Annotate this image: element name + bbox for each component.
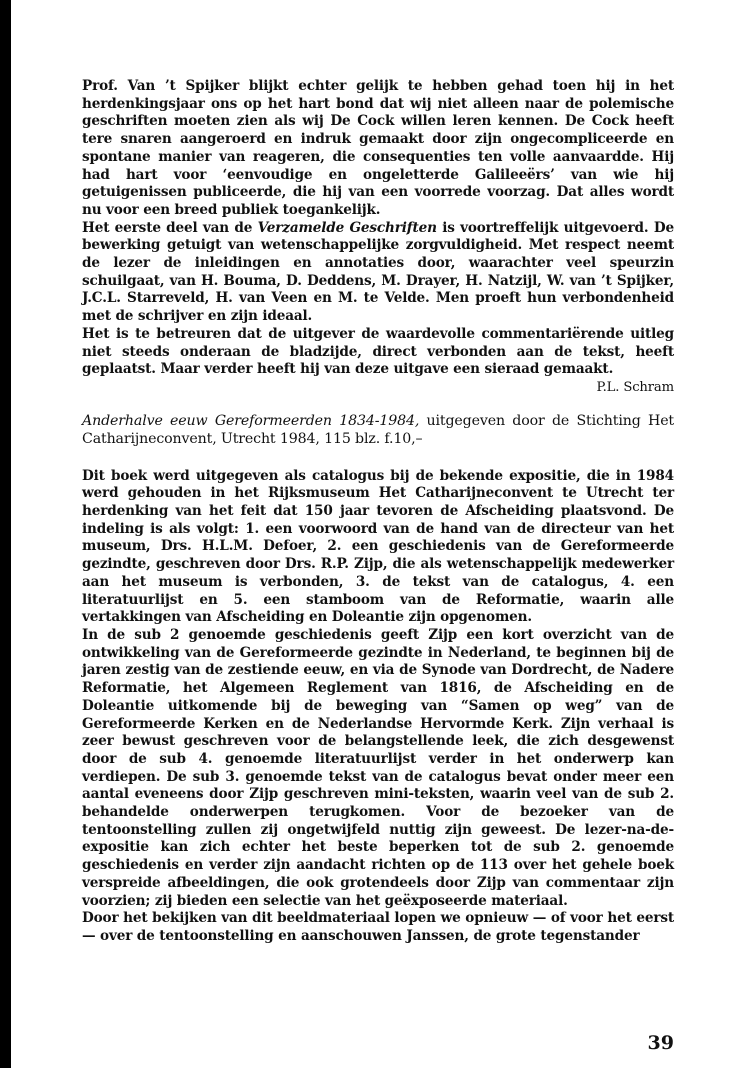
review1-paragraph-2: [82, 220, 674, 326]
review1-paragraph-2-rest: is voortreffelijk uitgevoerd. De bewerking getuigt van wetenschappelijke zorgvuldigheid. Met respect neemt de lezer de inleidingen en annotaties door, waarachter veel speurzin schuilgaat, van H. Bouma, D. Deddens, M. Drayer, H. Natzijl, W. van ’t Spijker, J.C.L. Starreveld, H. van Veen en M. te Velde. Men proeft hun verbondenheid met de schrijver en zijn ideaal.: [82, 219, 674, 325]
reviewer-signature: P.L. Schram: [596, 379, 674, 395]
book-title-verzamelde-geschriften: Verzamelde Geschriften: [257, 219, 437, 236]
review2-book-title: Anderhalve eeuw Gereformeerden 1834-1984,: [82, 412, 420, 429]
review2-paragraph-2: In de sub 2 genoemde geschiedenis geeft Zijp een kort overzicht van de ontwikkeling van de Gereformeerde gezindte in Nederland, te beginnen bij de jaren zestig van de zestiende eeuw, en via de Synode van Dordrecht, de Nadere Reformatie, het Algemeen Reglement van 1816, de Afscheiding en de Doleantie uitkomende bij de beweging van “Samen op weg” van de Gereformeerde Kerken en de Nederlandse Hervormde Kerk. Zijn verhaal is zeer bewust geschreven voor de belangstellende leek, die zich desgewenst door de sub 4. genoemde literatuurlijst verder in het onderwerp kan verdiepen. De sub 3. genoemde tekst van de catalogus bevat onder meer een aantal eveneens door Zijp geschreven mini-teksten, waarin veel van de sub 2. behandelde onderwerpen terugkomen. Voor de bezoeker van de tentoonstelling zullen zij ongetwijfeld nuttig zijn geweest. De lezer-na-de-expositie kan zich echter het beste beperken tot de sub 2. genoemde geschiedenis en verder zijn aandacht richten op de 113 over het gehele boek verspreide afbeeldingen, die ook grotendeels door Zijp van commentaar zijn voorzien; zij bieden een selectie van het geëxposeerde materiaal.: [82, 626, 674, 909]
page-number: 39: [647, 1032, 674, 1054]
page-edge-shadow: [0, 0, 11, 1068]
review2-book-details: uitgegeven door de Stichting Het Catharijneconvent, Utrecht 1984, 115 blz. f.10,–: [82, 412, 674, 447]
page-body: [82, 78, 674, 946]
review1-paragraph-2-prefix: Het eerste deel van de: [82, 219, 258, 236]
review2-heading: [82, 412, 674, 448]
review2-paragraph-3: Door het bekijken van dit beeldmateriaal lopen we opnieuw — of voor het eerst — over de tentoonstelling en aanschouwen Janssen, de grote tegenstander: [82, 910, 674, 944]
review1-paragraph-1: Prof. Van ’t Spijker blijkt echter gelijk te hebben gehad toen hij in het herdenkingsjaar ons op het hart bond dat wij niet alleen naar de polemische geschriften moeten zien als wij De Cock willen leren kennen. De Cock heeft tere snaren aangeroerd en indruk gemaakt door zijn ongecompliceerde en spontane manier van reageren, die consequenties ten volle aanvaardde. Hij had hart voor ‘eenvoudige en ongeletterde Galileeërs’ van wie hij getuigenissen publiceerde, die hij van een voorrede voorzag. Dat alles wordt nu voor een breed publiek toegankelijk.: [82, 78, 674, 218]
review1-paragraph-3: Het is te betreuren dat de uitgever de waardevolle commentariërende uitleg niet steeds onderaan de bladzijde, direct verbonden aan de tekst, heeft geplaatst. Maar verder heeft hij van deze uitgave een sieraad gemaakt.: [82, 325, 674, 378]
review2-paragraph-1: Dit boek werd uitgegeven als catalogus bij de bekende expositie, die in 1984 werd gehouden in het Rijksmuseum Het Catharijneconvent te Utrecht ter herdenking van het feit dat 150 jaar tevoren de Afscheiding plaatsvond. De indeling is als volgt: 1. een voorwoord van de hand van de directeur van het museum, Drs. H.L.M. Defoer, 2. een geschiedenis van de Gereformeerde gezindte, geschreven door Drs. R.P. Zijp, die als wetenschappelijk medewerker aan het museum is verbonden, 3. de tekst van de catalogus, 4. een literatuurlijst en 5. een stamboom van de Reformatie, waarin alle vertakkingen van Afscheiding en Doleantie zijn opgenomen.: [82, 467, 674, 626]
